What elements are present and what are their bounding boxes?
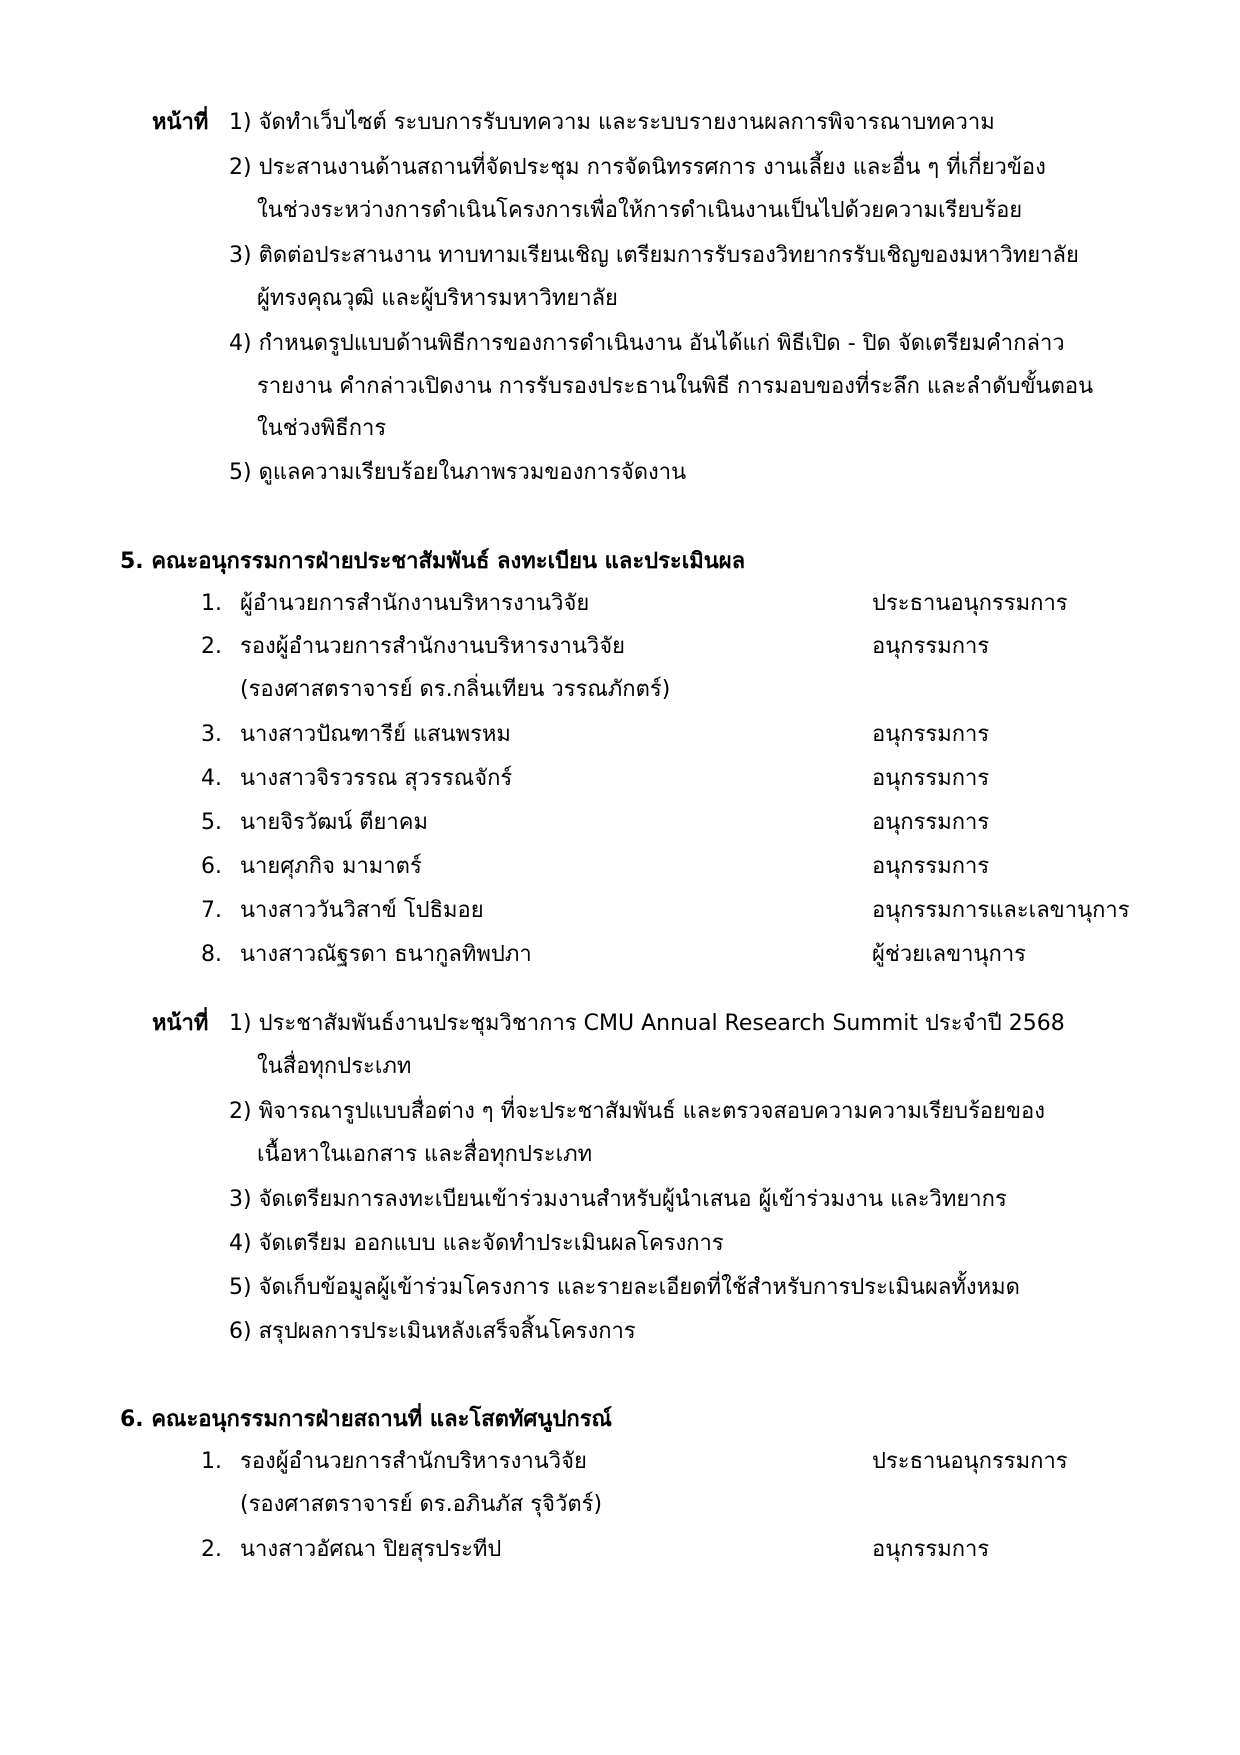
member-name: นางสาวอัศณา ปิยสุรประทีป [240, 1537, 502, 1562]
duty-1-2-line-2: ในช่วงระหว่างการดำเนินโครงการเพื่อให้การดำเนินงานเป็นไปด้วยความเรียบร้อย [257, 198, 1023, 223]
duty-2-1-line-2: ในสื่อทุกประเภท [257, 1054, 412, 1079]
member-number: 2. [201, 1537, 222, 1562]
member-row [0, 900, 1240, 930]
duty-2-5-line-1: 5) จัดเก็บข้อมูลผู้เข้าร่วมโครงการ และรายละเอียดที่ใช้สำหรับการประเมินผลทั้งหมด [229, 1275, 1020, 1300]
member-name: นางสาวณัฐรดา ธนากูลทิพปภา [240, 942, 532, 967]
duty-2-3-line-1: 3) จัดเตรียมการลงทะเบียนเข้าร่วมงานสำหรับผู้นำเสนอ ผู้เข้าร่วมงาน และวิทยากร [229, 1187, 1007, 1212]
duties-label: หน้าที่ [152, 110, 209, 135]
member-role: อนุกรรมการ [872, 854, 990, 879]
member-subtitle: (รองศาสตราจารย์ ดร.อภินภัส รุจิวัตร์) [240, 1492, 603, 1517]
duty-2-1-line-1: 1) ประชาสัมพันธ์งานประชุมวิชาการ CMU Annual Research Summit ประจำปี 2568 [229, 1011, 1065, 1036]
member-row [0, 944, 1240, 974]
member-row [0, 856, 1240, 886]
member-name: นางสาวจิรวรรณ สุวรรณจักร์ [240, 766, 513, 791]
member-number: 1. [201, 1449, 222, 1474]
duties-label: หน้าที่ [152, 1011, 209, 1036]
member-role: อนุกรรมการ [872, 634, 990, 659]
member-name: รองผู้อำนวยการสำนักงานบริหารงานวิจัย [240, 634, 625, 659]
member-row [0, 724, 1240, 754]
member-name: รองผู้อำนวยการสำนักบริหารงานวิจัย [240, 1449, 587, 1474]
member-name: ผู้อำนวยการสำนักงานบริหารงานวิจัย [240, 591, 590, 616]
section-6-heading: 6. คณะอนุกรรมการฝ่ายสถานที่ และโสตทัศนูปกรณ์ [120, 1407, 612, 1432]
member-role: อนุกรรมการ [872, 1537, 990, 1562]
member-role: ผู้ช่วยเลขานุการ [872, 942, 1026, 967]
member-number: 3. [201, 722, 222, 747]
member-role: ประธานอนุกรรมการ [872, 1449, 1068, 1474]
section-5-heading: 5. คณะอนุกรรมการฝ่ายประชาสัมพันธ์ ลงทะเบียน และประเมินผล [120, 549, 746, 574]
member-number: 2. [201, 634, 222, 659]
member-row [0, 768, 1240, 798]
duty-1-4-line-1: 4) กำหนดรูปแบบด้านพิธีการของการดำเนินงาน อันได้แก่ พิธีเปิด - ปิด จัดเตรียมคำกล่าว [229, 331, 1065, 356]
duty-1-5-line-1: 5) ดูแลความเรียบร้อยในภาพรวมของการจัดงาน [229, 460, 687, 485]
member-role: ประธานอนุกรรมการ [872, 591, 1068, 616]
member-name: นายจิรวัฒน์ ตียาคม [240, 810, 428, 835]
duty-1-4-line-2: รายงาน คำกล่าวเปิดงาน การรับรองประธานในพิธี การมอบของที่ระลึก และลำดับขั้นตอน [257, 374, 1094, 399]
member-number: 8. [201, 942, 222, 967]
member-role: อนุกรรมการและเลขานุการ [872, 898, 1130, 923]
duty-1-3-line-1: 3) ติดต่อประสานงาน ทาบทามเรียนเชิญ เตรียมการรับรองวิทยากรรับเชิญของมหาวิทยาลัย [229, 243, 1079, 268]
member-number: 6. [201, 854, 222, 879]
duty-2-2-line-2: เนื้อหาในเอกสาร และสื่อทุกประเภท [257, 1142, 593, 1167]
duty-2-2-line-1: 2) พิจารณารูปแบบสื่อต่าง ๆ ที่จะประชาสัมพันธ์ และตรวจสอบความความเรียบร้อยของ [229, 1099, 1045, 1124]
member-row [0, 1539, 1240, 1569]
duty-1-4-line-3: ในช่วงพิธีการ [257, 416, 387, 441]
member-number: 5. [201, 810, 222, 835]
member-row [0, 636, 1240, 666]
member-number: 7. [201, 898, 222, 923]
member-role: อนุกรรมการ [872, 766, 990, 791]
member-name: นายศุภกิจ มามาตร์ [240, 854, 422, 879]
member-role: อนุกรรมการ [872, 722, 990, 747]
member-number: 4. [201, 766, 222, 791]
member-subtitle: (รองศาสตราจารย์ ดร.กลิ่นเทียน วรรณภักตร์) [240, 677, 671, 702]
duty-1-3-line-2: ผู้ทรงคุณวุฒิ และผู้บริหารมหาวิทยาลัย [257, 286, 618, 311]
duty-2-6-line-1: 6) สรุปผลการประเมินหลังเสร็จสิ้นโครงการ [229, 1319, 636, 1344]
member-role: อนุกรรมการ [872, 810, 990, 835]
member-row [0, 1451, 1240, 1481]
duty-1-1-line-1: 1) จัดทำเว็บไซต์ ระบบการรับบทความ และระบบรายงานผลการพิจารณาบทความ [229, 110, 995, 135]
duty-2-4-line-1: 4) จัดเตรียม ออกแบบ และจัดทำประเมินผลโครงการ [229, 1231, 724, 1256]
duty-1-2-line-1: 2) ประสานงานด้านสถานที่จัดประชุม การจัดนิทรรศการ งานเลี้ยง และอื่น ๆ ที่เกี่ยวข้อง [229, 155, 1046, 180]
member-name: นางสาวปัณฑารีย์ แสนพรหม [240, 722, 511, 747]
member-name: นางสาววันวิสาข์ โปธิมอย [240, 898, 484, 923]
member-number: 1. [201, 591, 222, 616]
member-row [0, 812, 1240, 842]
member-row [0, 593, 1240, 623]
